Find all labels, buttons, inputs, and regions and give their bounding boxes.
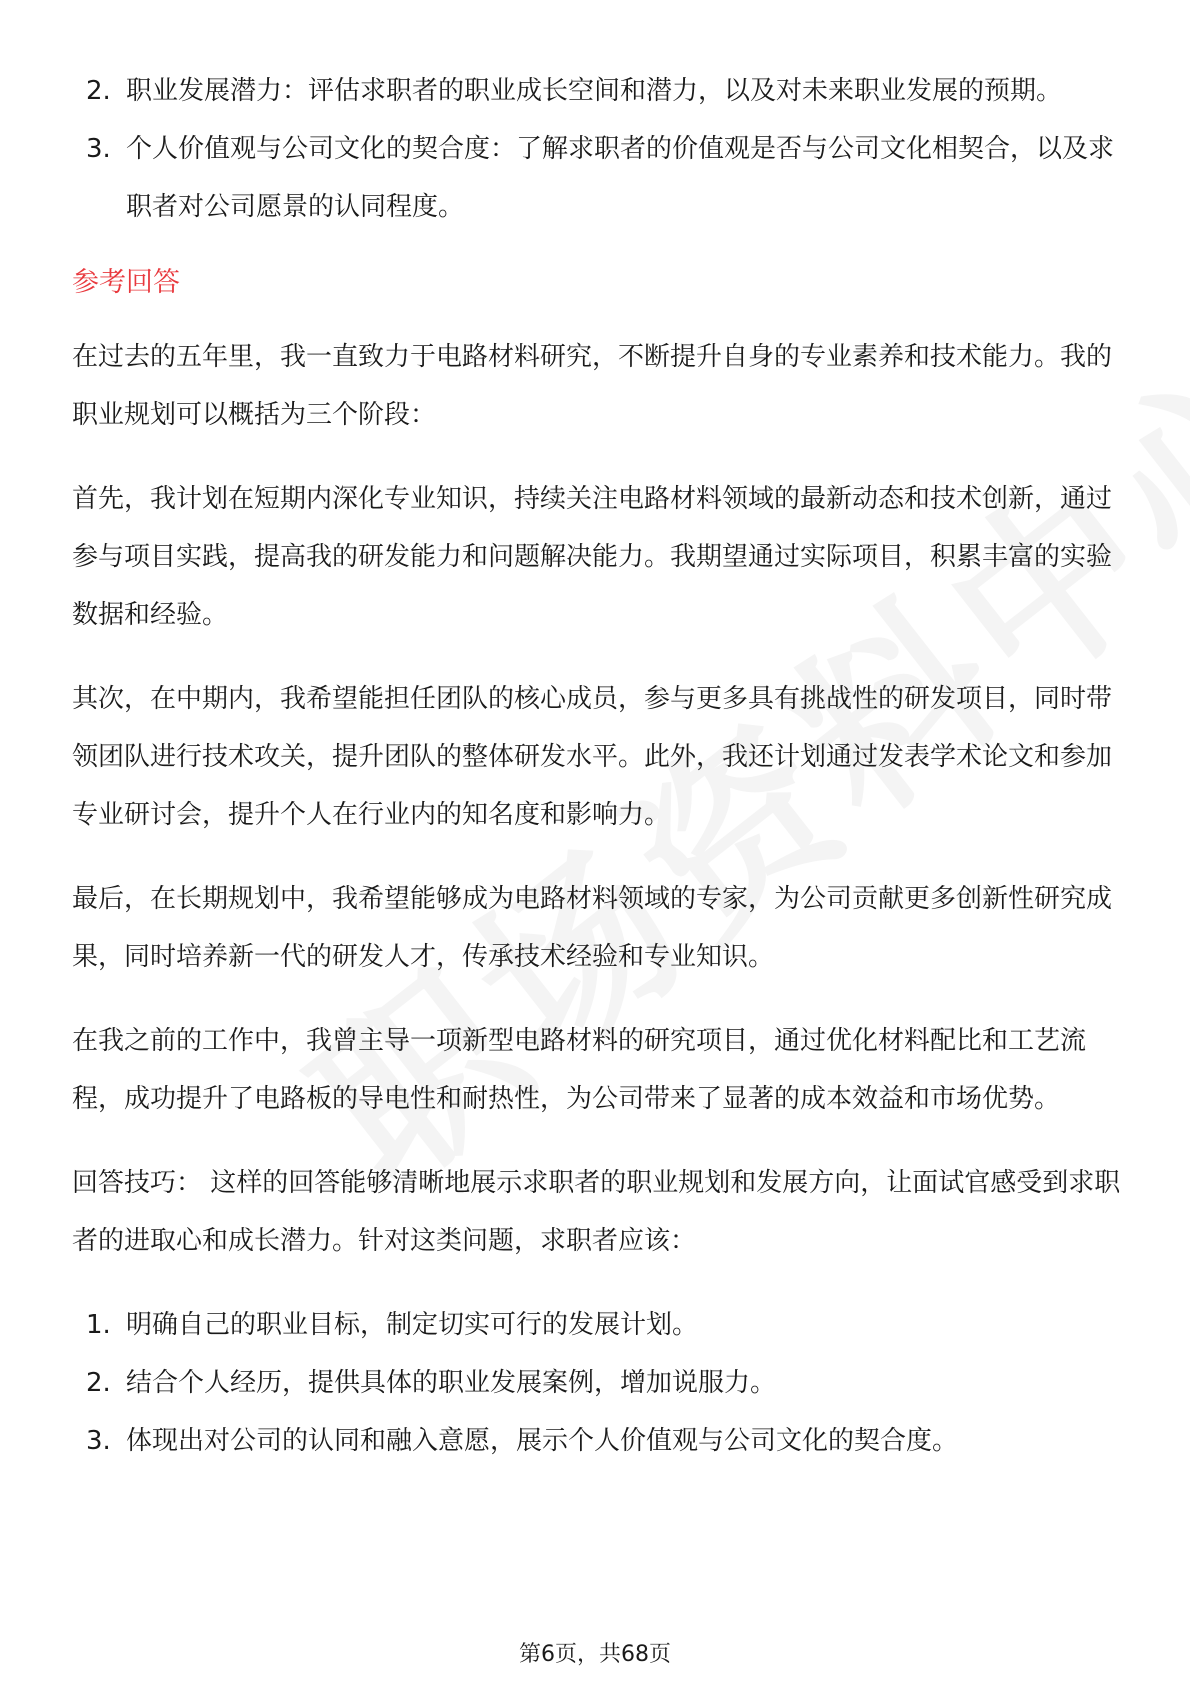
- list-number: 1.: [86, 1310, 111, 1340]
- page-footer: 第6页，共68页: [519, 1642, 671, 1667]
- list-number: 3.: [86, 1426, 111, 1456]
- list-item: [72, 62, 1132, 120]
- paragraph-intro: 在过去的五年里，我一直致力于电路材料研究，不断提升自身的专业素养和技术能力。我的职业规划可以概括为三个阶段：: [72, 342, 1113, 430]
- document-page: [72, 62, 1132, 1470]
- section-heading: 参考回答: [72, 267, 180, 298]
- paragraph-experience: 在我之前的工作中，我曾主导一项新型电路材料的研究项目，通过优化材料配比和工艺流程，成功提升了电路板的导电性和耐热性，为公司带来了显著的成本效益和市场优势。: [72, 1026, 1087, 1114]
- list-number: 2.: [86, 76, 111, 106]
- list-item: [72, 1354, 1132, 1412]
- list-number: 3.: [86, 134, 111, 164]
- paragraph-long-term: 最后，在长期规划中，我希望能够成为电路材料领域的专家，为公司贡献更多创新性研究成果，同时培养新一代的研发人才，传承技术经验和专业知识。: [72, 884, 1113, 972]
- paragraph-mid-term: 其次，在中期内，我希望能担任团队的核心成员，参与更多具有挑战性的研发项目，同时带领团队进行技术攻关，提升团队的整体研发水平。此外，我还计划通过发表学术论文和参加专业研讨会，提升个人在行业内的知名度和影响力。: [72, 684, 1113, 830]
- tips-list: [72, 1296, 1132, 1470]
- criteria-list: [72, 62, 1132, 236]
- list-text: 体现出对公司的认同和融入意愿，展示个人价值观与公司文化的契合度。: [126, 1426, 959, 1456]
- list-number: 2.: [86, 1368, 111, 1398]
- list-item: [72, 120, 1132, 236]
- list-item: [72, 1296, 1132, 1354]
- paragraph-tips: 回答技巧： 这样的回答能够清晰地展示求职者的职业规划和发展方向，让面试官感受到求职者的进取心和成长潜力。针对这类问题，求职者应该：: [72, 1168, 1121, 1256]
- list-text: 职业发展潜力：评估求职者的职业成长空间和潜力，以及对未来职业发展的预期。: [126, 76, 1063, 106]
- list-text: 结合个人经历，提供具体的职业发展案例，增加说服力。: [126, 1368, 777, 1398]
- list-text: 个人价值观与公司文化的契合度：了解求职者的价值观是否与公司文化相契合，以及求职者对公司愿景的认同程度。: [126, 134, 1115, 222]
- list-text: 明确自己的职业目标，制定切实可行的发展计划。: [126, 1310, 699, 1340]
- list-item: [72, 1412, 1132, 1470]
- paragraph-short-term: 首先，我计划在短期内深化专业知识，持续关注电路材料领域的最新动态和技术创新，通过参与项目实践，提高我的研发能力和问题解决能力。我期望通过实际项目，积累丰富的实验数据和经验。: [72, 484, 1113, 630]
